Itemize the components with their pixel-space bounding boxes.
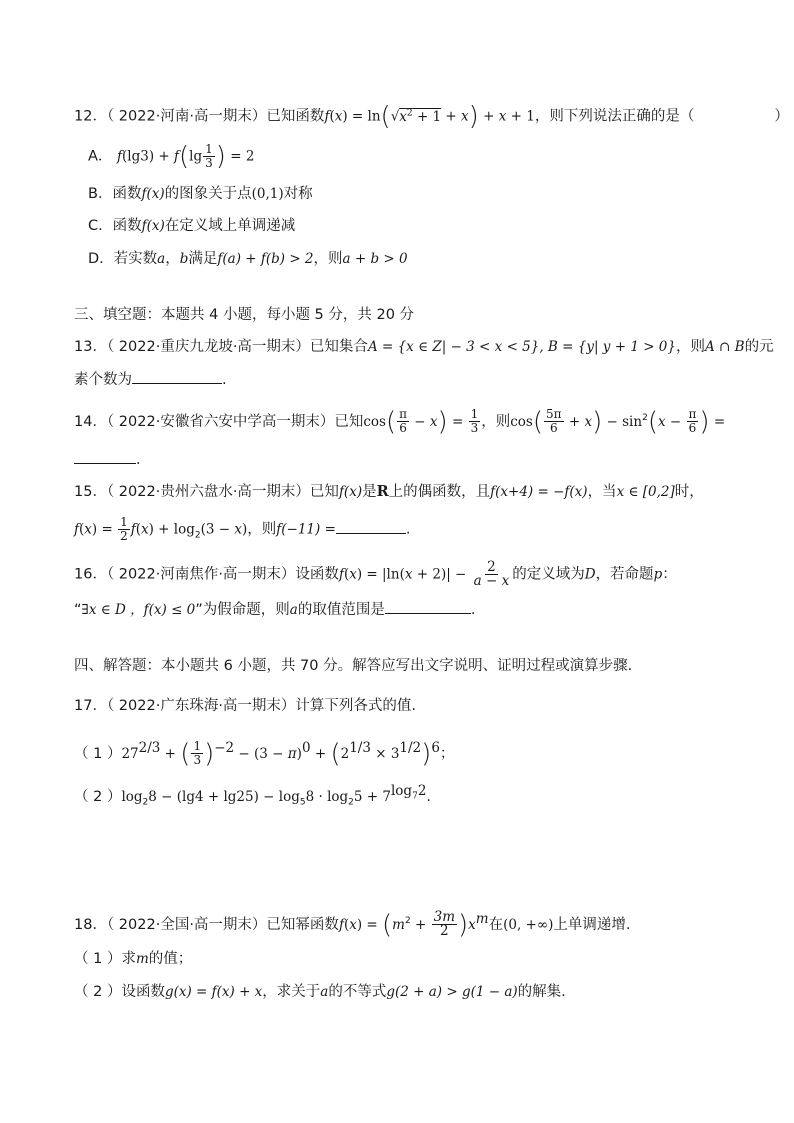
q13-line2 — [74, 368, 744, 391]
math-inline: g(x) = f(x) + x — [164, 984, 263, 1000]
answer-blank[interactable] — [74, 448, 136, 464]
q15-stem — [74, 481, 744, 503]
q14-stem: 14．（ 2022·安徽省六安中学高一期末）已知cos( $\frac{\pi}{6}$ − x) = $\frac{1}{3}$ ，则cos( $\frac{5\pi}{6}$ + $x) - \sin^2(x$ − $\frac{\pi}{6}$ ) = — [74, 406, 726, 437]
q12-stem-question: ，则下列说法正确的是（ — [534, 108, 695, 125]
q12-function: f — [324, 108, 330, 125]
q15-stem-text: 是 — [362, 484, 377, 500]
option-text: 在定义域上单调递减 — [164, 218, 296, 234]
punctuation: . — [470, 602, 476, 618]
option-text: B．函数 — [88, 186, 142, 202]
q18-part2 — [74, 981, 744, 1003]
fraction: $\frac{1}{3}$ — [205, 142, 213, 170]
q13-stem-text: 的元 — [744, 339, 774, 355]
answer-blank[interactable] — [336, 518, 406, 534]
q18-part-text: 的不等式 — [328, 984, 387, 1000]
q15-stem-text: 时， — [674, 484, 704, 500]
q16-stem-text: 16．（ 2022·河南焦作·高一期末）设函数 — [74, 566, 339, 583]
q12-option-a: A． f(lg3) + f(lg $\frac{1}{3}$ ) = 2 — [88, 141, 255, 172]
q17-part1: （ 1 ）$27^{2/3}$ + ( $\frac{1}{3}$ )$^{-2} - (3 - \pi)^0 + (2^{1/3} \times 3^{1/2})^6$； — [74, 738, 455, 769]
math-inline: p — [653, 566, 663, 583]
math-inline: (0, +∞) — [503, 916, 554, 933]
part-label: （ 1 ） — [74, 951, 122, 967]
q16-stem-text: 的定义域为 — [512, 566, 585, 583]
q16-stem: 16．（ 2022·河南焦作·高一期末）设函数f(x) = |ln(x + 2)| − $\frac{2}{a - x}$ 的定义域为D，若命题p： — [74, 559, 677, 589]
option-text: ， — [165, 251, 180, 267]
math-inline: f(a) + f(b) > 2 — [217, 251, 314, 267]
q16-stem-text: ”为假命题，则 — [195, 602, 290, 618]
math-inline: a — [157, 251, 166, 267]
option-text: 满足 — [188, 251, 218, 267]
q17-part2: （ 2 ）$\log_28 - (\lg 4 + \lg 25) - \log_58 \cdot \log_25 + 7^{log_72}$. — [74, 783, 432, 808]
q13-stem — [74, 336, 774, 358]
math-inline: R — [376, 483, 389, 500]
math-inline: A ∩ B — [705, 339, 745, 355]
q18-stem-text: 18．（ 2022·全国·高一期末）已知幂函数 — [74, 916, 339, 933]
option-text: D．若实数 — [88, 251, 158, 267]
q18-stem-text: 在 — [488, 916, 504, 933]
q12-option-d — [88, 248, 744, 270]
q18-part-text: ，求关于 — [262, 984, 321, 1000]
math-inline: f(x) — [141, 186, 165, 202]
punctuation: ． — [136, 452, 151, 468]
math-inline: (0,1) — [251, 186, 284, 202]
q12-stem: 12．（ 2022·河南·高一期末）已知函数$f(x) = \ln(√x^2 + 1 + x) + x + 1$，则下列说法正确的是（ ） — [74, 101, 789, 132]
part-label: （ 2 ） — [74, 984, 122, 1000]
math-inline: a — [320, 984, 329, 1000]
section-heading-fill-blank: 三、填空题：本题共 4 小题，每小题 5 分，共 20 分 — [74, 307, 415, 323]
q15-stem-text: 15．（ 2022·贵州六盘水·高一期末）已知 — [74, 484, 339, 500]
math-inline: b — [179, 251, 189, 267]
punctuation: ； — [439, 745, 455, 762]
q18-part-text: 求 — [121, 951, 136, 967]
q18-part-text: 的解集. — [517, 984, 566, 1000]
math-inline: ∃x ∈ D ，f(x) ≤ 0 — [81, 602, 196, 618]
punctuation: . — [222, 372, 227, 388]
q12-option-b — [88, 183, 744, 205]
q18-part1 — [74, 948, 744, 970]
q15-stem-text: 上的偶函数，且 — [388, 484, 491, 500]
q12-answer-paren: ） — [774, 108, 789, 125]
answer-blank[interactable] — [385, 598, 471, 614]
q16-stem-text: ： — [662, 566, 677, 583]
part-label: （ 1 ） — [74, 745, 122, 762]
math-inline: A = {x ∈ Z| − 3 < x < 5}, B = {y| y + 1 > 0} — [367, 339, 676, 355]
math-inline: f(x+4) = −f(x) — [490, 484, 588, 500]
math-inline: g(2 + a) > g(1 − a) — [386, 984, 518, 1000]
q16-stem-text: ，若命题 — [595, 566, 654, 583]
q18-stem-text: 上单调递增. — [553, 916, 631, 933]
q16-stem-text: 的取值范围是 — [297, 602, 385, 618]
q16-stem-text: “ — [74, 602, 82, 618]
q14-stem-text: ，则 — [481, 413, 511, 430]
q12-option-c — [88, 215, 744, 237]
option-text: 对称 — [283, 186, 313, 202]
punctuation: . — [405, 521, 411, 538]
math-inline: f(x) — [338, 484, 363, 500]
option-text: C．函数 — [88, 218, 142, 234]
q14-line2 — [74, 448, 744, 471]
math-inline: m — [135, 951, 149, 967]
section-heading-solutions: 四、解答题：本小题共 6 小题，共 70 分。解答应写出文字说明、证明过程或演算步骤. — [74, 658, 633, 674]
q15-stem-text: ，当 — [587, 484, 617, 500]
q18-part-text: 设函数 — [121, 984, 165, 1000]
q15-stem-text: ，则 — [247, 521, 277, 538]
math-inline: f(x) — [141, 218, 165, 234]
q18-part-text: 的值； — [148, 951, 193, 967]
math-inline: a + b > 0 — [342, 251, 408, 267]
q13-stem-text: 素个数为 — [74, 372, 132, 388]
math-inline: f(−11) = — [276, 521, 336, 538]
math-inline: x ∈ [0,2] — [616, 484, 675, 500]
q12-stem-text: 12．（ 2022·河南·高一期末）已知函数 — [74, 108, 325, 125]
math-inline: a — [289, 602, 298, 618]
q14-stem-text: 14．（ 2022·安徽省六安中学高一期末）已知 — [74, 413, 364, 430]
answer-blank[interactable] — [132, 368, 222, 384]
option-text: 的图象关于点 — [164, 186, 252, 202]
q13-stem-text: 13．（ 2022·重庆九龙坡·高一期末）已知集合 — [74, 339, 368, 355]
math-inline: D — [584, 566, 596, 583]
part-label: （ 2 ） — [74, 788, 122, 805]
q13-stem-text: ，则 — [676, 339, 705, 355]
option-label: A． — [88, 148, 113, 165]
q17-stem: 17．（ 2022·广东珠海·高一期末）计算下列各式的值. — [74, 698, 417, 714]
q15-line2: f(x) = $\frac{1}{2}$ $f(x) + \log_2(3 - x)$，则f(−11) = . — [74, 515, 411, 543]
q16-line2 — [74, 598, 744, 621]
punctuation: . — [426, 788, 432, 805]
q18-stem: 18．（ 2022·全国·高一期末）已知幂函数$f(x) = (m^2$ + $\frac{3m}{2}$ )$x^m$在(0, +∞)上单调递增. — [74, 909, 631, 940]
option-text: ，则 — [313, 251, 343, 267]
